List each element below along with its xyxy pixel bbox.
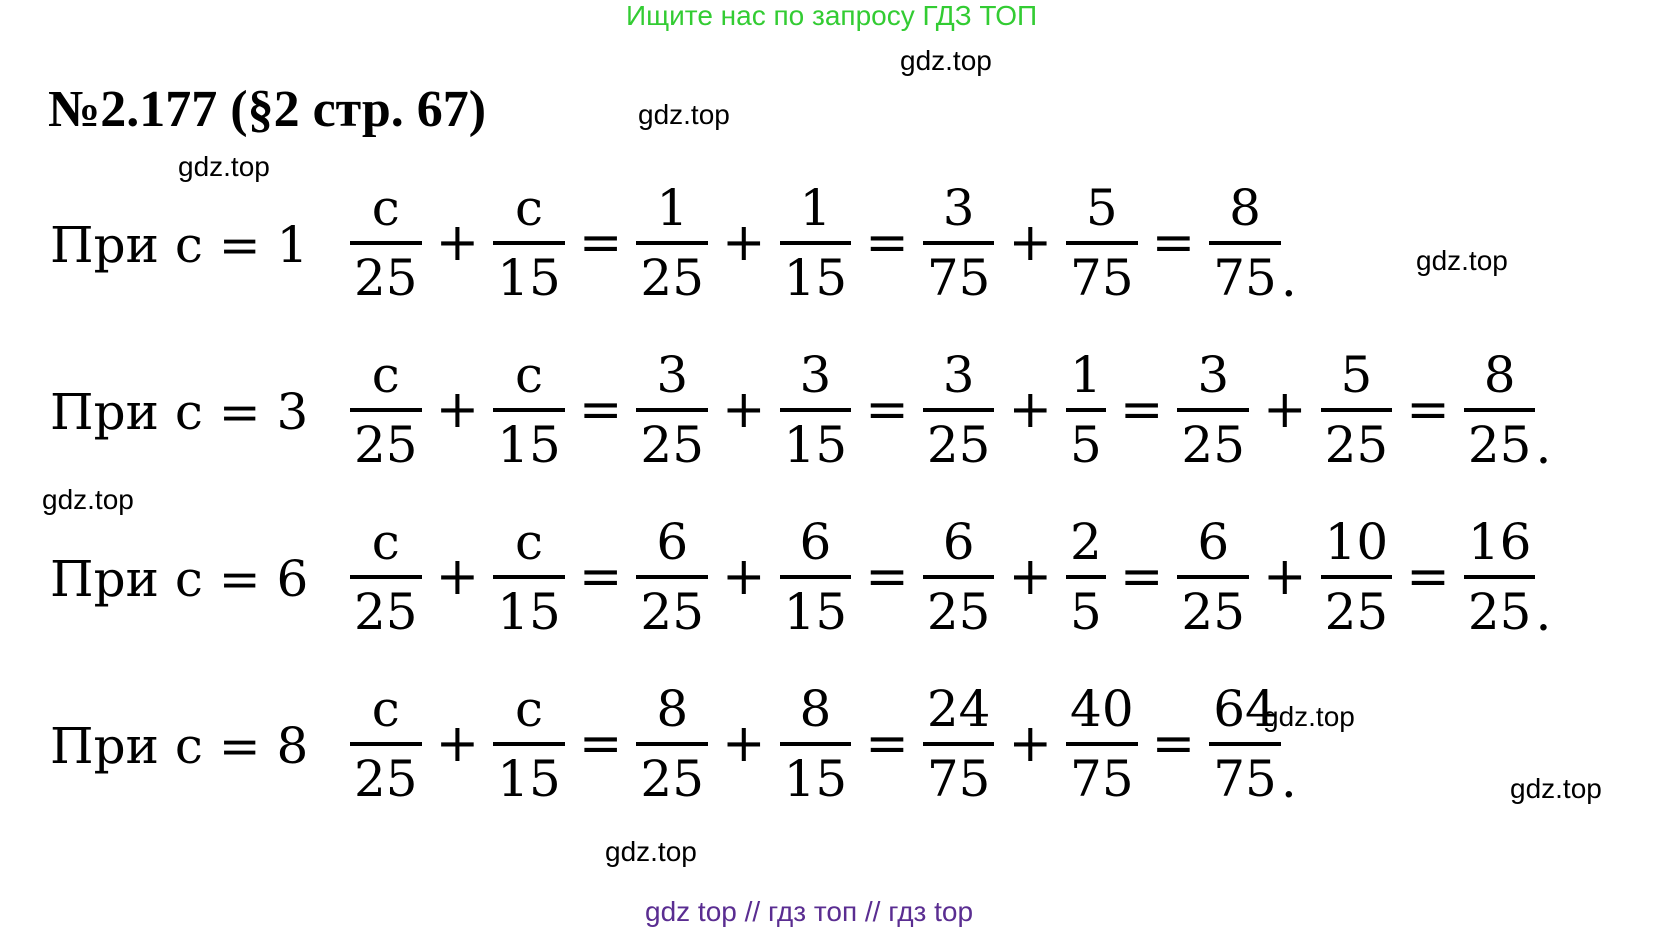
fraction-numerator: 6 [799,513,832,571]
fraction [1321,346,1393,474]
fraction-denominator: 25 [640,249,705,307]
watermark-text: gdz.top [178,151,270,182]
fraction-denominator: 75 [1070,249,1134,307]
fraction-numerator: 5 [1085,179,1118,237]
fraction-numerator: c [515,513,544,571]
fraction [780,179,852,307]
fraction-denominator: 5 [1070,583,1102,641]
watermark-text: gdz.top [605,836,697,867]
equals-sign: = [1406,380,1450,440]
fraction [923,513,995,641]
fraction [1177,346,1249,474]
footer-text: gdz top // гдз топ // гдз top [645,896,974,927]
fraction [1066,513,1106,641]
watermark-text: gdz.top [1510,773,1602,804]
fraction [1066,346,1106,474]
plus-sign: + [722,213,766,273]
period: . [1535,417,1552,475]
exercise-title: №2.177 (§2 стр. 67) [48,81,487,138]
fraction-denominator: 25 [640,750,705,808]
watermark-text: gdz.top [42,484,134,515]
fraction-denominator: 15 [497,416,561,474]
fraction-numerator: 8 [1483,346,1516,404]
fraction-numerator: 3 [799,346,832,404]
fraction-numerator: 6 [1197,513,1230,571]
fraction-numerator: c [515,346,544,404]
fraction-denominator: 15 [783,416,848,474]
fraction [636,680,708,808]
fraction [1066,680,1138,808]
equals-sign: = [1151,714,1196,774]
fraction-denominator: 25 [354,249,418,307]
header-ad-text: Ищите нас по запросу ГДЗ ТОП [626,0,1038,31]
watermark-text: gdz.top [1263,701,1355,732]
fraction-denominator: 15 [783,249,848,307]
plus-sign: + [1263,547,1307,607]
period: . [1280,250,1297,308]
plus-sign: + [435,547,480,607]
fraction [350,346,422,474]
fraction-denominator: 15 [497,583,561,641]
equation [350,168,1297,318]
fraction [780,346,852,474]
fraction [1066,179,1138,307]
fraction-denominator: 25 [1467,583,1532,641]
fraction-denominator: 15 [783,583,848,641]
fraction-numerator: 3 [942,346,975,404]
fraction-denominator: 25 [1181,583,1246,641]
fraction [1209,680,1281,808]
fraction-numerator: 3 [1197,346,1230,404]
fraction [350,179,422,307]
fraction-denominator: 25 [640,583,705,641]
fraction [350,513,422,641]
equation [350,335,1551,485]
fraction-numerator: c [371,346,400,404]
fraction-numerator: 16 [1467,513,1532,571]
plus-sign: + [1008,714,1053,774]
fraction-denominator: 25 [1181,416,1246,474]
plus-sign: + [435,380,480,440]
fraction-denominator: 5 [1070,416,1102,474]
row-label: При c = 3 [50,383,309,441]
fraction-numerator: 3 [942,179,975,237]
watermark-text: gdz.top [900,45,992,76]
equation [350,502,1551,652]
equals-sign: = [578,547,623,607]
fraction-numerator: 3 [656,346,689,404]
fraction-denominator: 75 [926,750,991,808]
row-label: При c = 8 [50,717,309,775]
fraction-numerator: 1 [1070,346,1102,404]
fraction-denominator: 25 [1467,416,1532,474]
period: . [1280,751,1297,809]
fraction-denominator: 25 [640,416,705,474]
plus-sign: + [1008,380,1053,440]
fraction-denominator: 75 [1070,750,1134,808]
watermark-text: gdz.top [638,99,730,130]
fraction-denominator: 75 [1213,750,1277,808]
fraction-numerator: 24 [926,680,991,738]
fraction [1209,179,1281,307]
fraction-numerator: c [371,179,400,237]
plus-sign: + [1008,213,1053,273]
fraction [780,513,852,641]
fraction-numerator: 8 [656,680,689,738]
equals-sign: = [865,547,909,607]
fraction-numerator: 8 [1229,179,1261,237]
fraction [1177,513,1249,641]
fraction-denominator: 75 [926,249,991,307]
fraction [636,346,708,474]
fraction [350,680,422,808]
fraction [1464,346,1536,474]
fraction-numerator: 64 [1213,680,1277,738]
fraction-denominator: 25 [926,416,991,474]
fraction [780,680,852,808]
fraction [636,513,708,641]
equals-sign: = [578,380,623,440]
equals-sign: = [1119,380,1164,440]
fraction-numerator: c [515,179,544,237]
fraction [923,680,995,808]
fraction [493,680,565,808]
equals-sign: = [578,213,623,273]
fraction-numerator: 40 [1070,680,1134,738]
plus-sign: + [435,714,480,774]
fraction-denominator: 25 [1324,416,1389,474]
equals-sign: = [578,714,623,774]
fraction-numerator: c [371,680,400,738]
fraction-numerator: 1 [799,179,832,237]
fraction [636,179,708,307]
fraction-numerator: 10 [1324,513,1389,571]
fraction-numerator: c [371,513,400,571]
equals-sign: = [865,714,909,774]
plus-sign: + [722,380,766,440]
fraction-denominator: 15 [497,249,561,307]
plus-sign: + [435,213,480,273]
fraction [923,346,995,474]
plus-sign: + [722,714,766,774]
fraction-denominator: 25 [1324,583,1389,641]
fraction-numerator: 5 [1340,346,1373,404]
watermark-text: gdz.top [1416,245,1508,276]
equals-sign: = [865,213,909,273]
fraction-numerator: 6 [656,513,689,571]
fraction-numerator: 2 [1070,513,1102,571]
fraction [1321,513,1393,641]
fraction-numerator: c [515,680,544,738]
fraction [923,179,995,307]
plus-sign: + [722,547,766,607]
equals-sign: = [1119,547,1164,607]
fraction-denominator: 25 [354,416,418,474]
fraction-denominator: 15 [783,750,848,808]
plus-sign: + [1008,547,1053,607]
fraction-denominator: 25 [354,750,418,808]
equals-sign: = [865,380,909,440]
equals-sign: = [1406,547,1450,607]
fraction-denominator: 75 [1213,249,1277,307]
fraction [493,513,565,641]
fraction-denominator: 25 [926,583,991,641]
fraction-numerator: 1 [656,179,689,237]
fraction [493,179,565,307]
fraction-numerator: 8 [799,680,832,738]
equation [350,669,1297,819]
row-label: При c = 6 [50,550,309,608]
equals-sign: = [1151,213,1196,273]
fraction [493,346,565,474]
fraction-denominator: 25 [354,583,418,641]
fraction-denominator: 15 [497,750,561,808]
plus-sign: + [1263,380,1307,440]
period: . [1535,584,1552,642]
row-label: При c = 1 [50,216,309,274]
fraction [1464,513,1536,641]
fraction-numerator: 6 [942,513,975,571]
